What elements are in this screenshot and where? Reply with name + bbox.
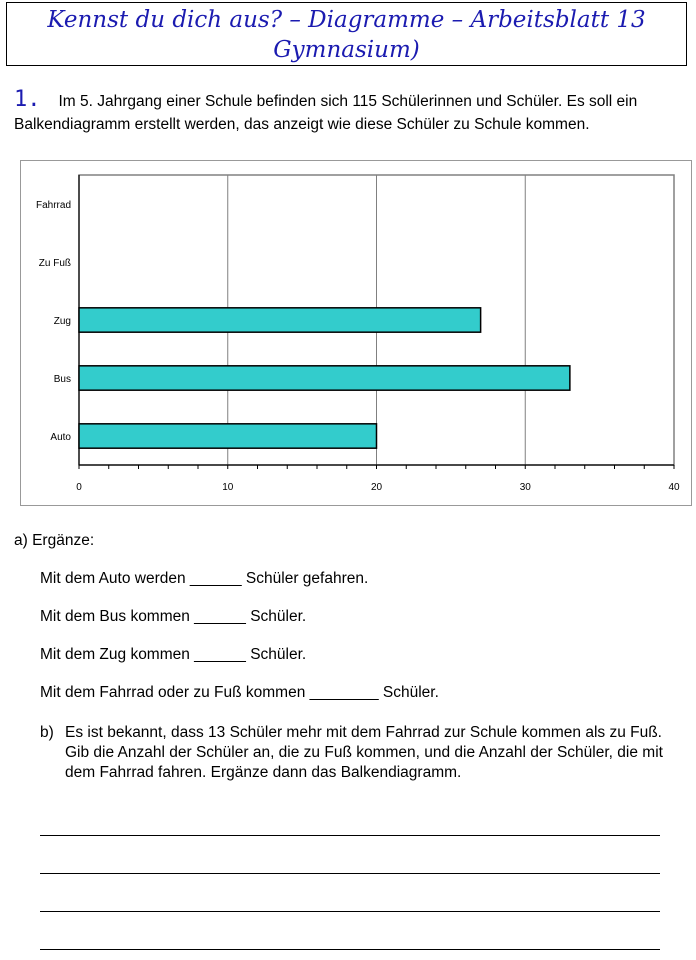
y-tick-label-4: Auto — [50, 432, 71, 443]
fill-line-auto: Mit dem Auto werden ______ Schüler gefahren. — [40, 570, 369, 587]
worksheet-title — [6, 2, 687, 66]
title-line-1: Kennst du dich aus? – Diagramme – Arbeitsblatt 13 — [47, 7, 646, 33]
bar-2 — [79, 308, 481, 332]
fill-line-fahrrad-fuss: Mit dem Fahrrad oder zu Fuß kommen ________ Schüler. — [40, 684, 439, 701]
bar-3 — [79, 366, 570, 390]
task-1 — [14, 88, 674, 136]
y-tick-label-1: Zu Fuß — [38, 258, 71, 269]
part-a-label: a) Ergänze: — [14, 532, 95, 549]
x-tick-label-20: 20 — [370, 482, 383, 493]
part-b-label: b) — [40, 724, 54, 741]
y-tick-label-2: Zug — [53, 316, 71, 327]
y-tick-label-0: Fahrrad — [35, 200, 71, 211]
answer-line-3[interactable] — [40, 911, 660, 912]
x-tick-label-0: 0 — [76, 482, 82, 493]
title-line-2: Gymnasium) — [273, 37, 420, 63]
task-number: 1. — [14, 87, 41, 112]
task-text: Im 5. Jahrgang einer Schule befinden sich 115 Schülerinnen und Schüler. Es soll ein Balkendiagramm erstellt werden, das anzeigt wie diese Schüler zu Schule kommen. — [14, 93, 638, 133]
bar-4 — [79, 424, 377, 448]
answer-line-1[interactable] — [40, 835, 660, 836]
chart-svg — [21, 161, 693, 507]
bar-chart — [20, 160, 692, 506]
part-b-text: Es ist bekannt, dass 13 Schüler mehr mit dem Fahrrad zur Schule kommen als zu Fuß. Gib die Anzahl der Schüler an, die zu Fuß kommen, und die Anzahl der Schüler, die mit dem Fahrrad fahren. Ergänze dann das Balkendiagramm. — [65, 724, 663, 781]
answer-line-4[interactable] — [40, 949, 660, 950]
answer-line-2[interactable] — [40, 873, 660, 874]
x-tick-label-30: 30 — [519, 482, 531, 493]
fill-line-bus: Mit dem Bus kommen ______ Schüler. — [40, 608, 307, 625]
fill-line-zug: Mit dem Zug kommen ______ Schüler. — [40, 646, 307, 663]
x-tick-label-10: 10 — [222, 482, 234, 493]
x-tick-label-40: 40 — [668, 482, 680, 493]
y-tick-label-3: Bus — [53, 374, 71, 385]
